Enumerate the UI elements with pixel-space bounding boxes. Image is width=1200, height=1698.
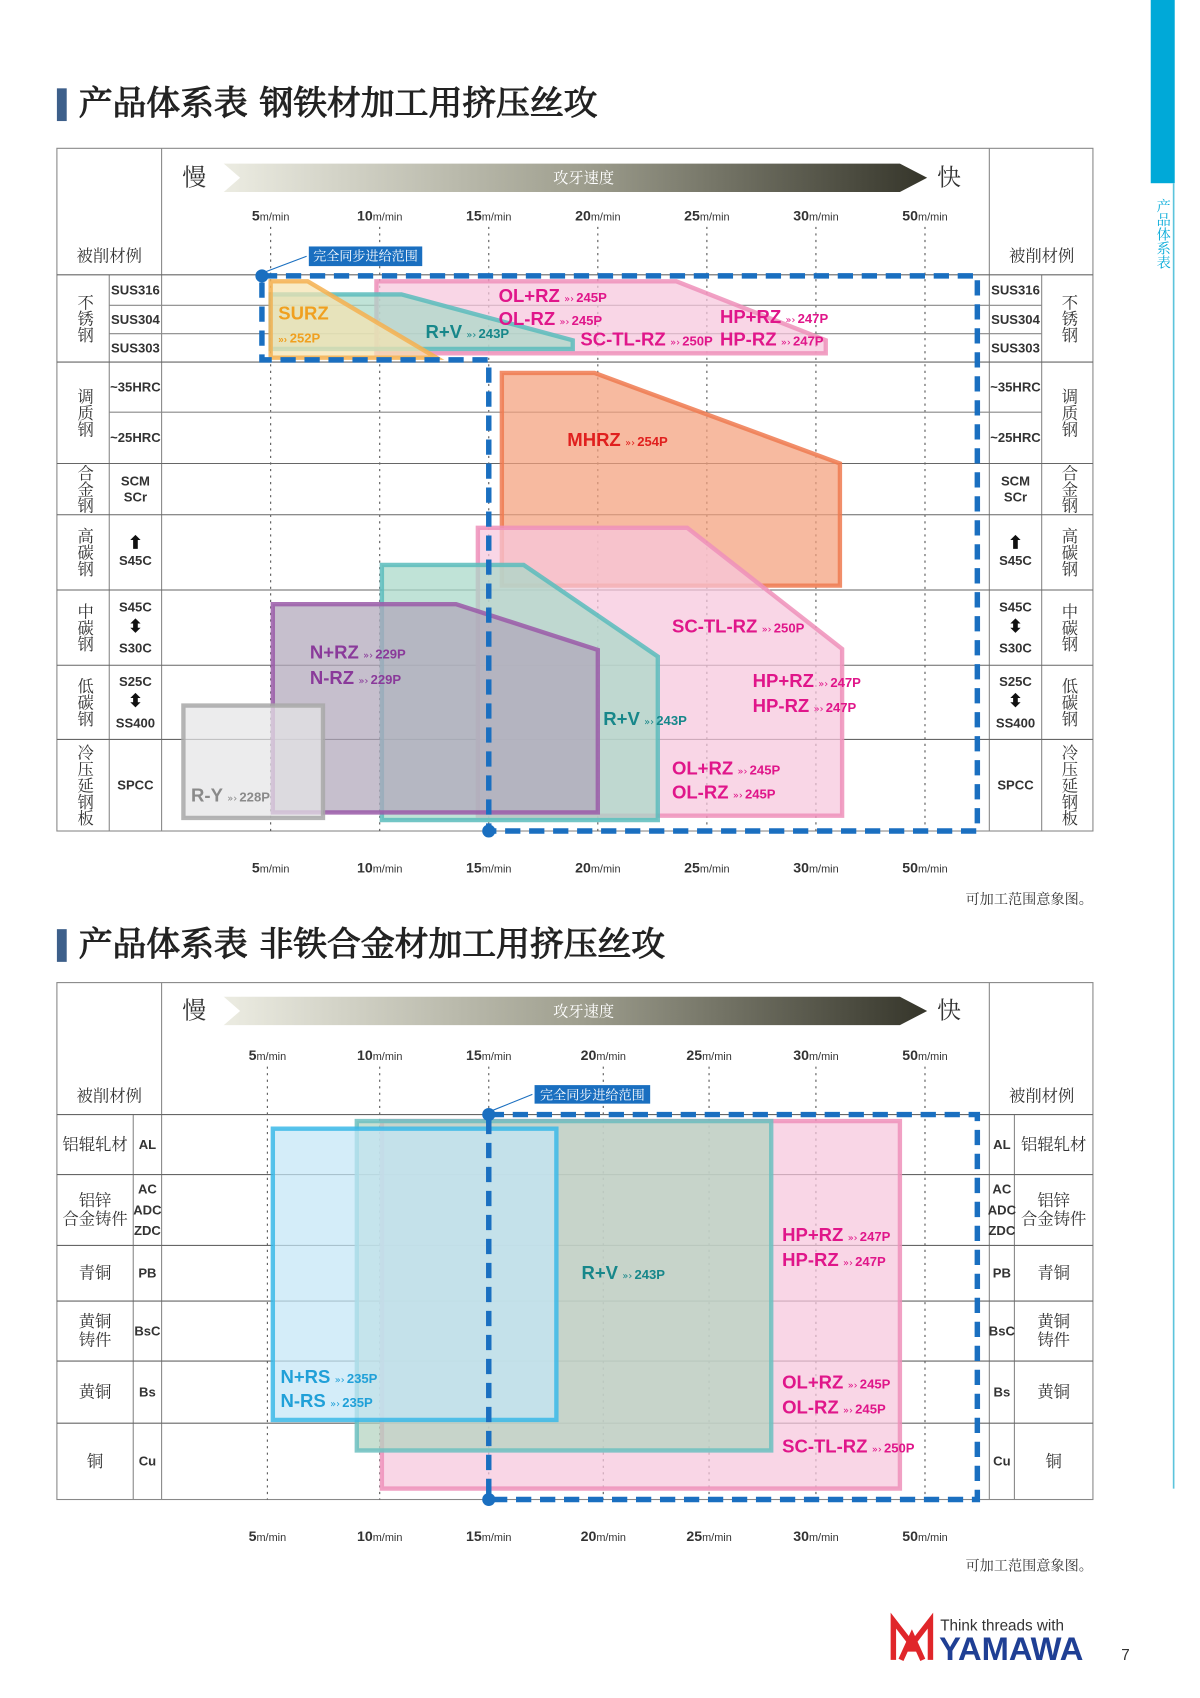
tick-value: 25: [684, 208, 700, 225]
tick-unit: m/min: [699, 863, 730, 876]
chevrons-icon: »›: [358, 675, 369, 687]
arrow-icon: ⬍: [128, 615, 143, 636]
product-page: 247P: [793, 333, 824, 349]
speed-label: 攻牙速度: [553, 1002, 615, 1021]
tick-unit: m/min: [372, 863, 403, 876]
material-code-right: AL: [993, 1136, 1011, 1152]
arrow-icon: ⬍: [1008, 690, 1023, 711]
material-code-right: AC: [992, 1181, 1012, 1197]
speed-label: 攻牙速度: [553, 169, 615, 188]
product-page: 245P: [571, 312, 603, 328]
sync-label: 完全同步进给范围: [313, 249, 418, 265]
material-code-left: ADC: [133, 1202, 162, 1218]
material-group-right: 黄铜: [1037, 1382, 1071, 1402]
product-name: R+V: [581, 1262, 619, 1284]
product-name: R-Y: [191, 784, 223, 806]
arrow-icon: ⬍: [1008, 615, 1023, 636]
material-group-right: 合金钢: [1058, 464, 1078, 514]
speed-tick-top: [902, 208, 947, 224]
chevrons-icon: »›: [622, 1271, 633, 1283]
chevrons-icon: »›: [813, 704, 824, 716]
arrow-icon: ⬍: [128, 690, 143, 711]
tick-value: 30: [793, 860, 809, 877]
tick-value: 30: [793, 1048, 809, 1065]
tick-unit: m/min: [256, 1051, 287, 1064]
tick-unit: m/min: [596, 1531, 626, 1544]
material-code-right: BsC: [988, 1323, 1015, 1339]
tick-value: 30: [793, 1528, 809, 1545]
tick-unit: m/min: [259, 863, 290, 876]
material-group-left: 低碳钢: [74, 677, 94, 727]
tick-value: 20: [575, 860, 591, 877]
tick-value: 50: [902, 208, 919, 225]
speed-tick-bottom: [793, 1529, 838, 1545]
material-group-left: 冷压延钢板: [74, 744, 94, 827]
tick-value: 10: [357, 1048, 373, 1065]
chevrons-icon: »›: [871, 1444, 882, 1456]
product-page: 228P: [239, 789, 270, 805]
material-group-left: 中碳钢: [74, 603, 94, 653]
product-name: HP-RZ: [752, 695, 810, 717]
speed-tick-bottom: [466, 1529, 511, 1545]
material-group-right: 黄铜: [1037, 1312, 1071, 1332]
page-number: 7: [1121, 1646, 1130, 1664]
range-note: 可加工范围意象图。: [965, 892, 1093, 909]
sync-range-marker: [482, 824, 495, 837]
tick-unit: m/min: [702, 1051, 732, 1064]
material-header-left: 被削材例: [76, 246, 142, 266]
product-page: 247P: [855, 1254, 886, 1270]
nonferrous-tap-chart: [57, 924, 1093, 1574]
tick-unit: m/min: [590, 863, 621, 876]
speed-tick-top: [252, 208, 290, 224]
tick-unit: m/min: [481, 1051, 512, 1064]
tick-unit: m/min: [808, 863, 839, 876]
speed-tick-top: [249, 1048, 287, 1064]
material-code-left: S45C: [119, 599, 152, 615]
material-code-right: ADC: [987, 1202, 1017, 1218]
side-tab-bar: [1151, 0, 1175, 183]
speed-tick-top: [357, 1048, 402, 1064]
arrow-icon: ⬆: [128, 532, 143, 553]
tick-unit: m/min: [372, 1051, 403, 1064]
speed-tick-top: [466, 1048, 511, 1064]
material-group-left: 高碳钢: [74, 527, 94, 577]
product-page: 250P: [883, 1440, 915, 1456]
material-group-left: 合金铸件: [62, 1209, 128, 1229]
material-code-left: SUS316: [111, 282, 160, 298]
tick-value: 15: [466, 860, 482, 877]
material-code-right: S30C: [999, 640, 1032, 656]
speed-tick-top: [466, 208, 511, 224]
speed-tick-bottom: [793, 860, 838, 876]
product-name: HP+RZ: [782, 1224, 844, 1246]
chevrons-icon: »›: [363, 650, 374, 662]
speed-tick-bottom: [684, 860, 729, 876]
tick-unit: m/min: [259, 211, 290, 224]
product-name: OL+RZ: [782, 1371, 844, 1393]
material-group-right: 高碳钢: [1058, 527, 1078, 577]
speed-tick-top: [793, 1048, 838, 1064]
sync-callout-line: [266, 256, 306, 271]
material-group-left: 铜: [86, 1451, 104, 1471]
product-name: OL+RZ: [671, 757, 734, 779]
tick-value: 25: [684, 860, 700, 877]
yamawa-mark-icon: [893, 1621, 930, 1660]
speed-tick-top: [793, 208, 838, 224]
product-name: HP+RZ: [752, 670, 814, 692]
product-name: HP-RZ: [719, 328, 777, 350]
speed-tick-bottom: [252, 860, 290, 876]
tick-value: 15: [466, 1048, 482, 1065]
product-name: SC-TL-RZ: [580, 328, 666, 350]
title-accent-bar: [57, 929, 67, 962]
material-code-right: SCr: [1003, 489, 1028, 505]
speed-tick-bottom: [357, 1529, 402, 1545]
tick-value: 5: [248, 1528, 257, 1545]
product-page: 247P: [859, 1229, 891, 1245]
product-name: N-RS: [280, 1389, 326, 1411]
product-page: 235P: [346, 1370, 378, 1386]
chevrons-icon: »›: [843, 1405, 853, 1417]
chevrons-icon: »›: [780, 337, 791, 349]
material-group-left: 合金钢: [74, 464, 94, 514]
product-name: SC-TL-RZ: [782, 1435, 868, 1457]
tick-unit: m/min: [808, 1051, 839, 1064]
tick-unit: m/min: [481, 1531, 512, 1544]
tick-value: 10: [357, 208, 373, 225]
material-group-right: 青铜: [1037, 1263, 1071, 1283]
material-code-right: S45C: [999, 552, 1032, 568]
material-code-left: S25C: [119, 673, 152, 689]
material-code-right: SUS316: [991, 282, 1040, 298]
chevrons-icon: »›: [334, 1374, 345, 1386]
product-page: 250P: [773, 620, 805, 636]
material-code-right: SPCC: [997, 777, 1034, 793]
material-group-right: 合金铸件: [1020, 1209, 1087, 1229]
material-code-left: SUS304: [111, 311, 160, 327]
tick-value: 25: [686, 1528, 703, 1545]
product-page: 247P: [797, 310, 829, 326]
tick-value: 15: [466, 208, 482, 225]
material-code-right: ZDC: [988, 1223, 1016, 1239]
material-group-right: 铸件: [1037, 1330, 1071, 1350]
material-code-left: S45C: [119, 552, 152, 568]
material-group-right: 不锈钢: [1058, 293, 1078, 343]
product-name: R+V: [425, 321, 463, 343]
chevrons-icon: »›: [625, 438, 636, 450]
product-name: OL-RZ: [782, 1396, 839, 1418]
material-code-right: SUS303: [991, 340, 1040, 356]
material-code-left: SUS303: [111, 340, 160, 356]
logo-tagline: Think threads with: [940, 1617, 1065, 1635]
title-accent-bar: [57, 88, 67, 121]
material-code-left: ~35HRC: [110, 379, 161, 395]
product-name: HP-RZ: [782, 1249, 839, 1271]
material-code-right: SCM: [1000, 473, 1031, 489]
material-code-left: ~25HRC: [110, 430, 161, 446]
material-header-right: 被削材例: [1008, 1086, 1075, 1106]
product-name: SURZ: [278, 302, 329, 324]
material-code-left: SCr: [123, 489, 148, 505]
chevrons-icon: »›: [818, 679, 829, 691]
product-page: 245P: [576, 290, 607, 306]
speed-tick-top: [684, 208, 729, 224]
speed-tick-bottom: [575, 860, 620, 876]
sync-label: 完全同步进给范围: [540, 1088, 645, 1104]
tick-value: 10: [357, 1528, 373, 1545]
tick-unit: m/min: [372, 1531, 403, 1544]
sync-range-marker: [482, 1493, 495, 1506]
product-page: 250P: [682, 333, 713, 349]
speed-tick-bottom: [249, 1529, 287, 1545]
speed-tick-top: [902, 1048, 947, 1064]
speed-tick-top: [581, 1048, 626, 1064]
chevrons-icon: »›: [559, 316, 570, 328]
product-name: SC-TL-RZ: [671, 615, 758, 637]
product-page: 254P: [637, 434, 668, 450]
range-note: 可加工范围意象图。: [965, 1558, 1093, 1575]
material-group-left: 黄铜: [78, 1312, 112, 1332]
material-group-left: 黄铜: [78, 1382, 112, 1402]
material-header-right: 被削材例: [1008, 246, 1075, 266]
tick-unit: m/min: [481, 211, 512, 224]
material-code-right: SUS304: [991, 311, 1040, 327]
product-name: N+RS: [280, 1365, 331, 1387]
speed-tick-bottom: [466, 860, 511, 876]
product-page: 245P: [745, 786, 776, 802]
tick-value: 5: [248, 1048, 257, 1065]
material-group-left: 不锈钢: [74, 293, 94, 343]
material-group-left: 铝锌: [78, 1191, 112, 1211]
side-tab-label[interactable]: 产品体系表: [1154, 198, 1171, 270]
product-page: 252P: [289, 330, 321, 346]
chevrons-icon: »›: [278, 334, 290, 346]
product-name: OL-RZ: [498, 307, 556, 329]
tick-unit: m/min: [918, 1531, 948, 1544]
product-name: N-RZ: [309, 666, 355, 688]
tick-unit: m/min: [808, 211, 839, 224]
tick-value: 10: [357, 860, 373, 877]
material-group-left: 调质钢: [74, 388, 94, 438]
product-name: N+RZ: [309, 641, 359, 663]
speed-tick-bottom: [581, 1529, 626, 1545]
arrow-icon: ⬆: [1008, 532, 1023, 553]
speed-tick-bottom: [357, 860, 402, 876]
product-name: MHRZ: [567, 429, 621, 451]
material-code-left: AC: [137, 1181, 157, 1197]
material-group-left: 铝辊轧材: [62, 1134, 128, 1154]
sync-callout-line: [493, 1094, 532, 1110]
material-code-right: PB: [992, 1265, 1011, 1281]
product-page: 229P: [375, 646, 406, 662]
speed-tick-bottom: [902, 1529, 947, 1545]
product-page: 243P: [478, 326, 510, 342]
tick-unit: m/min: [372, 211, 403, 224]
tick-value: 30: [793, 208, 809, 225]
product-page: 247P: [830, 675, 861, 691]
tick-value: 25: [686, 1048, 703, 1065]
material-code-left: SS400: [115, 715, 156, 731]
logo-brand: YAMAWA: [939, 1629, 1084, 1667]
slow-label: 慢: [182, 163, 207, 192]
product-label[interactable]: [720, 306, 829, 327]
speed-tick-bottom: [902, 860, 947, 876]
product-name: HP+RZ: [719, 305, 782, 327]
tick-unit: m/min: [918, 863, 948, 876]
product-label[interactable]: [753, 670, 862, 691]
product-page: 247P: [825, 700, 857, 716]
product-page: 245P: [855, 1401, 886, 1417]
chevrons-icon: »›: [847, 1380, 858, 1392]
material-group-right: 冷压延钢板: [1058, 744, 1078, 827]
tick-value: 50: [902, 1048, 919, 1065]
tick-unit: m/min: [702, 1531, 732, 1544]
material-group-left: 铸件: [78, 1330, 112, 1350]
material-code-left: AL: [138, 1136, 157, 1152]
material-code-left: BsC: [134, 1323, 161, 1339]
material-code-right: Cu: [993, 1453, 1011, 1469]
tick-value: 20: [575, 208, 591, 225]
tick-value: 50: [902, 860, 919, 877]
chevrons-icon: »›: [466, 330, 477, 342]
product-page: 243P: [634, 1267, 666, 1283]
product-page: 245P: [859, 1376, 891, 1392]
product-name: R+V: [603, 708, 640, 730]
speed-tick-top: [575, 208, 620, 224]
chevrons-icon: »›: [785, 314, 796, 326]
tick-value: 15: [466, 1528, 482, 1545]
fast-label: 快: [936, 163, 961, 192]
chevrons-icon: »›: [761, 624, 772, 636]
tick-unit: m/min: [256, 1531, 287, 1544]
chevrons-icon: »›: [732, 790, 743, 802]
speed-tick-top: [357, 208, 402, 224]
material-code-right: ~25HRC: [990, 430, 1041, 446]
chevrons-icon: »›: [564, 294, 575, 306]
material-group-left: 青铜: [78, 1263, 112, 1283]
chevrons-icon: »›: [847, 1233, 858, 1245]
product-name: OL+RZ: [498, 285, 560, 307]
steel-tap-chart: [57, 84, 1093, 909]
chevrons-icon: »›: [843, 1258, 853, 1270]
section-title: 产品体系表 钢铁材加工用挤压丝攻: [78, 83, 598, 123]
material-group-right: 低碳钢: [1058, 677, 1078, 727]
material-header-left: 被削材例: [76, 1086, 142, 1106]
tick-unit: m/min: [590, 211, 621, 224]
speed-tick-bottom: [686, 1529, 731, 1545]
product-page: 245P: [749, 762, 781, 778]
chevrons-icon: »›: [670, 337, 681, 349]
material-code-left: SPCC: [117, 777, 154, 793]
speed-tick-top: [686, 1048, 731, 1064]
tick-unit: m/min: [699, 211, 730, 224]
chevrons-icon: »›: [737, 766, 748, 778]
tick-unit: m/min: [481, 863, 512, 876]
material-code-left: SCM: [120, 473, 150, 489]
tick-value: 50: [902, 1528, 919, 1545]
material-code-right: SS400: [995, 715, 1036, 731]
chevrons-icon: »›: [227, 793, 238, 805]
material-group-right: 中碳钢: [1058, 603, 1078, 653]
material-code-right: Bs: [993, 1384, 1011, 1400]
tick-unit: m/min: [918, 211, 948, 224]
chevrons-icon: »›: [330, 1398, 341, 1410]
material-group-right: 调质钢: [1058, 388, 1078, 438]
material-group-right: 铝辊轧材: [1020, 1134, 1087, 1154]
product-page: 243P: [656, 713, 687, 729]
material-group-right: 铝锌: [1037, 1191, 1071, 1211]
slow-label: 慢: [182, 996, 207, 1025]
tick-value: 5: [251, 208, 260, 225]
tick-value: 5: [251, 860, 260, 877]
material-code-left: S30C: [119, 640, 152, 656]
material-code-left: ZDC: [133, 1223, 161, 1239]
material-group-right: 铜: [1045, 1451, 1062, 1471]
material-code-left: PB: [138, 1265, 157, 1281]
fast-label: 快: [936, 996, 961, 1025]
tick-unit: m/min: [918, 1051, 948, 1064]
product-name: OL-RZ: [671, 781, 729, 803]
material-code-left: Cu: [138, 1453, 157, 1469]
chevrons-icon: »›: [644, 717, 655, 729]
material-code-left: Bs: [139, 1384, 156, 1400]
material-code-right: S45C: [999, 599, 1032, 615]
product-page: 235P: [342, 1394, 373, 1410]
product-page: 229P: [370, 671, 402, 687]
yamawa-logo: [893, 1617, 1083, 1666]
material-code-right: ~35HRC: [990, 379, 1041, 395]
tick-value: 20: [580, 1048, 597, 1065]
tick-unit: m/min: [808, 1531, 839, 1544]
tick-unit: m/min: [596, 1051, 626, 1064]
material-code-right: S25C: [999, 673, 1032, 689]
section-title: 产品体系表 非铁合金材加工用挤压丝攻: [78, 924, 666, 964]
tick-value: 20: [580, 1528, 597, 1545]
